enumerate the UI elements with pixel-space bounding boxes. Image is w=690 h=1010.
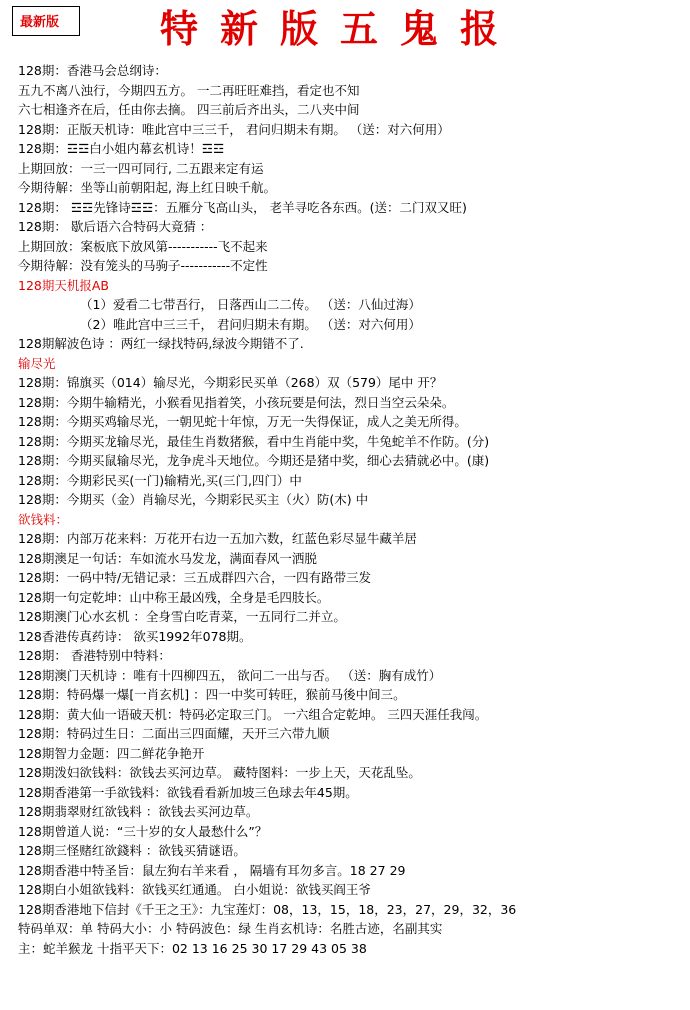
text-line: 128期： ☲☲先锋诗☲☲：五雁分飞高山头， 老羊寻吃各东西。(送：二门双又旺) xyxy=(18,199,467,215)
text-line: 128期：特码爆一爆[一肖玄机] ：四一中奖可转旺，猴前马後中间三。 xyxy=(18,687,406,702)
text-line: 128期泼妇欲钱料：欲钱去买河边草。 藏特图料：一步上天，天花乱坠。 xyxy=(18,765,421,780)
text-line: 128期：☲☲白小姐内幕玄机诗！☲☲ xyxy=(18,141,225,156)
text-line: 上期回放：一三一四可同行, 二五跟来定有运 xyxy=(18,160,264,176)
text-line: 128期智力金题：四二鲜花争艳开 xyxy=(18,745,205,761)
text-line: 128期：黄大仙一语破天机：特码必定取三门。 一六组合定乾坤。 三四天涯任我闯。 xyxy=(18,706,488,722)
text-line: 128期：今期买（金）肖输尽光，今期彩民买主（火）防(木) 中 xyxy=(18,492,369,507)
text-line: 128期：今期牛输精光，小猴看见指着笑，小孩玩要是何法，烈日当空云朵朵。 xyxy=(18,394,455,410)
text-line: 128期： 歇后语六合特码大竟猜 ： xyxy=(18,219,213,234)
text-line: 上期回放：案板底下放风第-----------飞不起来 xyxy=(18,238,268,254)
page-title: 特新版五鬼报 xyxy=(160,6,521,51)
text-line: （1）爱看二七带吾行， 日落西山二二传。 （送：八仙过海） xyxy=(80,297,421,312)
text-line: 128期： 香港特别中特料： xyxy=(18,648,171,663)
text-line: 128期：内部万花来料：万花开右边一五加六数，红蓝色彩尽显牛藏羊居 xyxy=(18,531,417,546)
text-line: 128期白小姐欲钱料：欲钱买红通通。 白小姐说：欲钱买阎王爷 xyxy=(18,882,371,897)
text-line: 128期解波色诗 ：两红一绿找特码,绿波今期错不了. xyxy=(18,336,304,351)
text-line: 特码单双：单 特码大小：小 特码波色：绿 生肖玄机诗：名胜古迹，名副其实 xyxy=(18,921,443,936)
text-line: 今期待解：没有笼头的马驹子-----------不定性 xyxy=(18,258,268,273)
text-line: 五九不离八浊行，今期四五方。 一二再旺旺难挡，看定也不知 xyxy=(18,82,360,98)
text-line: 今期待解：坐等山前朝阳起, 海上红日映千航。 xyxy=(18,180,276,195)
text-line: 128期：正版天机诗：唯此宫中三三千， 君问归期未有期。 （送：对六何用） xyxy=(18,121,450,137)
text-line: 128期三怪赌红欲錢料 ：欲钱买猜谜语。 xyxy=(18,843,246,858)
content-body xyxy=(18,61,683,958)
text-line: 128期澳门天机诗 ：唯有十四柳四五， 欲问二一出与否。 （送：胸有成竹） xyxy=(18,667,442,683)
text-line: 128期：锦旗买（014）输尽光，今期彩民买单（268）双（579）尾中 开？ xyxy=(18,375,443,390)
text-line: 主：蛇羊猴龙 十指平天下：02 13 16 25 30 17 29 43 05 38 xyxy=(18,940,367,956)
text-line: 128期澳足一句话：车如流水马发龙，满面春风一洒脱 xyxy=(18,550,317,566)
text-line: 128期香港第一手欲钱料：欲钱看看新加坡三色球去年45期。 xyxy=(18,784,358,800)
section-heading-yuqianliao: 欲钱料： xyxy=(18,511,69,527)
section-heading-tianjibao: 128期天机报AB xyxy=(18,277,109,293)
text-line: 128期：今期买龙输尽光，最佳生肖数猪猴，看中生肖能中奖，牛兔蛇羊不作防。(分) xyxy=(18,433,490,449)
text-line: 128期：今期彩民买(一门)输精光,买(三门,四门）中 xyxy=(18,472,302,488)
text-line: 128期：香港马会总纲诗： xyxy=(18,63,167,78)
text-line: 128期：今期买鼠输尽光，龙争虎斗天地位。今期还是猪中奖，细心去猜就必中。(康) xyxy=(18,453,490,468)
text-line: 128期：今期买鸡输尽光，一朝见蛇十年惊，万无一失得保证，成人之美无所得。 xyxy=(18,414,467,429)
text-line: 128期翡翠财红欲钱料 ：欲钱去买河边草。 xyxy=(18,804,259,819)
text-line: 128期一句定乾坤：山中称王最凶残，全身是毛四肢长。 xyxy=(18,589,330,605)
text-line: 128期曾道人说：“三十岁的女人最愁什么”？ xyxy=(18,823,268,839)
text-line: （2）唯此宫中三三千， 君问归期未有期。 （送：对六何用） xyxy=(80,316,421,332)
text-line: 128香港传真药诗： 欲买1992年078期。 xyxy=(18,628,252,644)
text-line: 128期澳门心水玄机 ：全身雪白吃青菜，一五同行二并立。 xyxy=(18,609,346,624)
text-line: 128期：一码中特/无错记录：三五成群四六合，一四有路带三发 xyxy=(18,570,372,585)
text-line: 128期香港地下信封《千王之王》：九宝莲灯：08，13，15，18，23，27，29，32，36 xyxy=(18,901,517,917)
section-heading-shujinguang: 输尽光 xyxy=(18,355,56,371)
text-line: 128期：特码过生日：二面出三四面耀，天开三六带九顺 xyxy=(18,726,330,741)
text-line: 128期香港中特圣旨：鼠左狗右羊来看 ， 隔墙有耳勿多言。18 27 29 xyxy=(18,862,406,878)
text-line: 六七相逢齐在后，任由你去摘。 四三前后齐出头，二八夹中间 xyxy=(18,102,360,117)
edition-badge: 最新版 xyxy=(12,6,80,36)
